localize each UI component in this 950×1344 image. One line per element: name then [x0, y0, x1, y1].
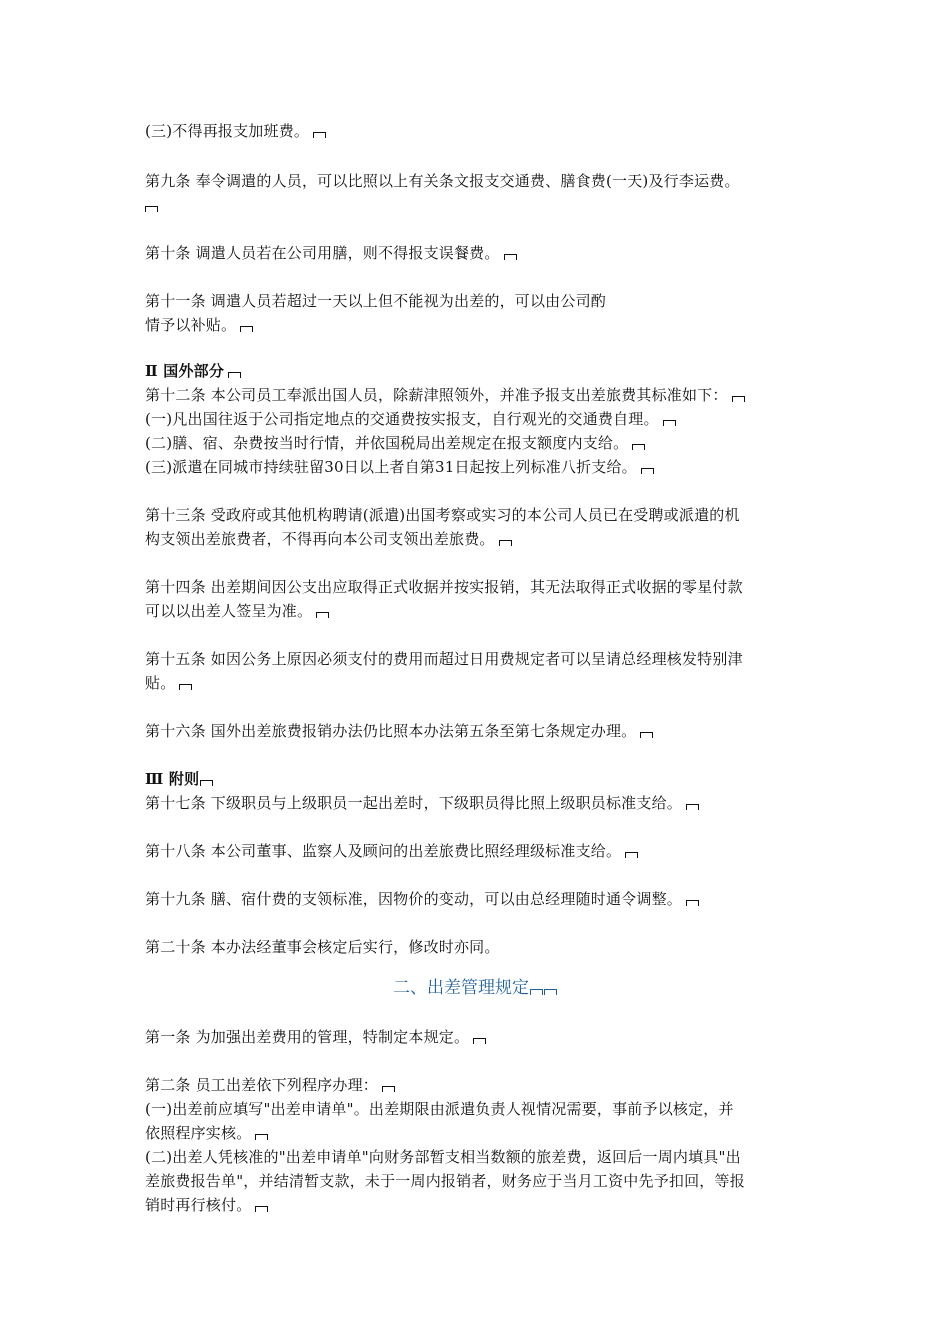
text-line: 第十九条 膳、宿什费的支领标准，因物价的变动，可以由总经理随时通令调整。 [145, 888, 815, 910]
paragraph-mark-icon [530, 989, 543, 995]
paragraph-mark-icon [382, 1086, 395, 1092]
text-line: (一)凡出国往返于公司指定地点的交通费按实报支，自行观光的交通费自理。 [145, 408, 815, 430]
text-line: 第九条 奉令调遣的人员，可以比照以上有关条文报支交通费、膳食费(一天)及行李运费。 [145, 172, 740, 190]
paragraph-mark-icon [499, 540, 512, 546]
paragraph-mark-icon [145, 206, 158, 212]
text-line: 第十八条 本公司董事、监察人及顾问的出差旅费比照经理级标准支给。 [145, 840, 815, 862]
paragraph-mark-icon [240, 326, 253, 332]
text-line: 第十条 调遣人员若在公司用膳，则不得报支误餐费。 [145, 242, 815, 264]
paragraph-mark-icon [255, 1206, 268, 1212]
paragraph-mark-icon [316, 612, 329, 618]
text-line: 第十一条 调遣人员若超过一天以上但不能视为出差的，可以由公司酌 [145, 292, 606, 310]
text-line: 销时再行核付。 [145, 1194, 815, 1216]
paragraph-mark-icon [473, 1038, 486, 1044]
text-line: (二)膳、宿、杂费按当时行情，并依国税局出差规定在报支额度内支给。 [145, 432, 815, 454]
text-line: 第十二条 本公司员工奉派出国人员，除薪津照领外，并准予报支出差旅费其标准如下： [145, 384, 815, 406]
paragraph-mark-icon [179, 684, 192, 690]
paragraph-mark-icon [255, 1134, 268, 1140]
chapter-heading: 二、出差管理规定 [0, 976, 950, 1000]
text-line: 第二条 员工出差依下列程序办理： [145, 1074, 815, 1096]
text-line: 第十七条 下级职员与上级职员一起出差时，下级职员得比照上级职员标准支给。 [145, 792, 815, 814]
paragraph-mark-icon [732, 396, 745, 402]
text-line: 第十三条 受政府或其他机构聘请(派遣)出国考察或实习的本公司人员已在受聘或派遣的机 [145, 506, 740, 524]
section-heading: Ⅱ 国外部分 [145, 360, 815, 382]
paragraph-mark-icon [504, 254, 517, 260]
paragraph-mark-icon [686, 804, 699, 810]
text-line: (二)出差人凭核准的"出差申请单"向财务部暂支相当数额的旅差费，返回后一周内填具"出 [145, 1148, 741, 1166]
paragraph-mark-icon [641, 468, 654, 474]
paragraph-mark-icon [200, 780, 213, 786]
paragraph-mark-icon [640, 732, 653, 738]
text-line: 第二十条 本办法经董事会核定后实行，修改时亦同。 [145, 938, 500, 956]
text-line: 第十四条 出差期间因公支出应取得正式收据并按实报销，其无法取得正式收据的零星付款 [145, 578, 743, 596]
text-line: 依照程序实核。 [145, 1122, 815, 1144]
paragraph-mark-icon [313, 132, 326, 138]
paragraph-mark-icon [544, 989, 557, 995]
text-line [145, 194, 815, 216]
section-heading: Ⅲ 附则 [145, 768, 815, 790]
text-line: 第一条 为加强出差费用的管理，特制定本规定。 [145, 1026, 815, 1048]
text-line: 差旅费报告单"，并结清暂支款，未于一周内报销者，财务应于当月工资中先予扣回，等报 [145, 1172, 745, 1190]
text-line: 第十六条 国外出差旅费报销办法仍比照本办法第五条至第七条规定办理。 [145, 720, 815, 742]
text-line: 贴。 [145, 672, 815, 694]
text-line: (三)派遣在同城市持续驻留30日以上者自第31日起按上列标准八折支给。 [145, 456, 815, 478]
text-line: 可以以出差人签呈为准。 [145, 600, 815, 622]
text-line: (一)出差前应填写"出差申请单"。出差期限由派遣负责人视情况需要，事前予以核定，并 [145, 1100, 734, 1118]
paragraph-mark-icon [228, 372, 241, 378]
text-line: 第十五条 如因公务上原因必须支付的费用而超过日用费规定者可以呈请总经理核发特别津 [145, 650, 743, 668]
text-line: (三)不得再报支加班费。 [145, 120, 815, 142]
paragraph-mark-icon [686, 900, 699, 906]
paragraph-mark-icon [663, 420, 676, 426]
paragraph-mark-icon [625, 852, 638, 858]
text-line: 情予以补贴。 [145, 314, 815, 336]
paragraph-mark-icon [632, 444, 645, 450]
text-line: 构支领出差旅费者，不得再向本公司支领出差旅费。 [145, 528, 815, 550]
